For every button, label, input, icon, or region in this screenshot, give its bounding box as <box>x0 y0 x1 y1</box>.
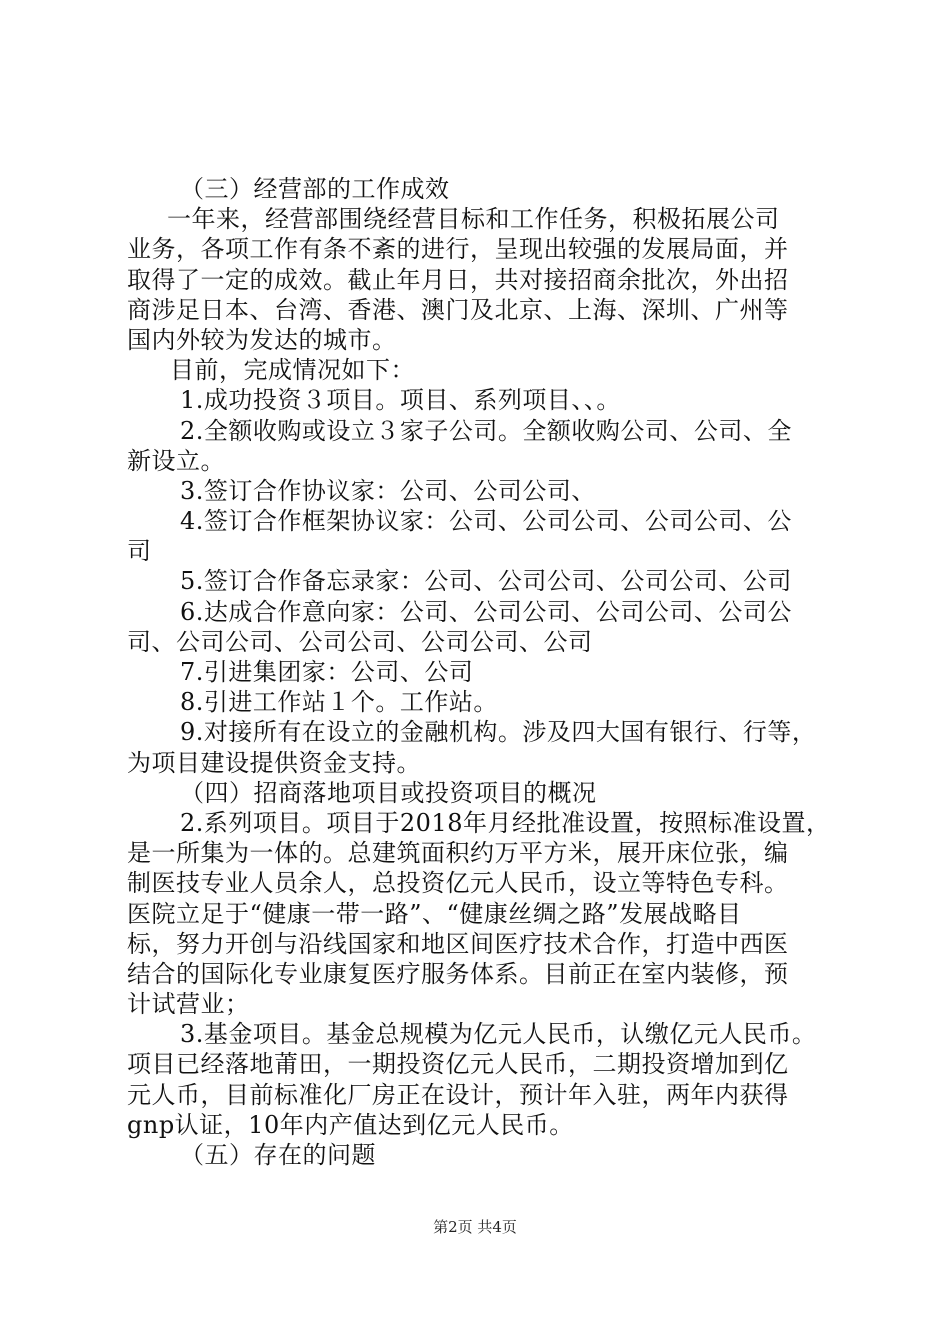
paragraph-line: 目前，完成情况如下： <box>170 356 415 385</box>
paragraph-line: 取得了一定的成效。截止年月日，共对接招商余批次，外出招 <box>127 265 789 294</box>
list-item-continuation: 为项目建设提供资金支持。 <box>127 748 421 777</box>
list-item: 4.签订合作框架协议家：公司、公司公司、公司公司、公 <box>180 507 792 536</box>
list-item: 6.达成合作意向家：公司、公司公司、公司公司、公司公 <box>180 597 792 626</box>
list-item: 5.签订合作备忘录家：公司、公司公司、公司公司、公司 <box>180 567 792 596</box>
section-heading-5: （五）存在的问题 <box>180 1141 376 1169</box>
page-number-footer: 第2页 共4页 <box>433 1218 517 1236</box>
paragraph-line: 3.基金项目。基金总规模为亿元人民币，认缴亿元人民币。 <box>180 1020 817 1049</box>
paragraph-line: 是一所集为一体的。总建筑面积约万平方米，展开床位张，编 <box>127 839 789 868</box>
list-item: 7.引进集团家：公司、公司 <box>180 658 474 686</box>
list-item-continuation: 司 <box>127 537 152 566</box>
paragraph-line: gnp认证，10年内产值达到亿元人民币。 <box>127 1110 574 1139</box>
section-heading-3: （三）经营部的工作成效 <box>180 175 450 203</box>
list-item: 1.成功投资３项目。项目、系列项目、、。 <box>180 386 621 415</box>
paragraph-line: 商涉足日本、台湾、香港、澳门及北京、上海、深圳、广州等 <box>127 295 789 324</box>
paragraph-line: 一年来，经营部围绕经营目标和工作任务，积极拓展公司 <box>167 205 780 234</box>
paragraph-line: 结合的国际化专业康复医疗服务体系。目前正在室内装修，预 <box>127 959 789 988</box>
list-item: 9.对接所有在设立的金融机构。涉及四大国有银行、行等， <box>180 718 817 747</box>
paragraph-line: 元人币，目前标准化厂房正在设计，预计年入驻，两年内获得 <box>127 1080 789 1109</box>
paragraph-line: 计试营业； <box>127 990 250 1019</box>
paragraph-line: 2.系列项目。项目于2018年月经批准设置，按照标准设置， <box>180 808 831 837</box>
list-item: 8.引进工作站１个。工作站。 <box>180 688 498 717</box>
paragraph-line: 业务，各项工作有条不紊的进行，呈现出较强的发展局面，并 <box>127 235 789 264</box>
paragraph-line: 医院立足于“健康一带一路”、“健康丝绸之路”发展战略目 <box>127 899 742 928</box>
paragraph-line: 标，努力开创与沿线国家和地区间医疗技术合作，打造中西医 <box>127 929 789 958</box>
list-item: 3.签订合作协议家：公司、公司公司、 <box>180 476 596 505</box>
paragraph-line: 项目已经落地莆田，一期投资亿元人民币，二期投资增加到亿 <box>127 1050 789 1079</box>
paragraph-line: 国内外较为发达的城市。 <box>127 325 397 354</box>
list-item: 2.全额收购或设立３家子公司。全额收购公司、公司、全 <box>180 416 792 445</box>
document-body <box>127 174 832 1170</box>
section-heading-4: （四）招商落地项目或投资项目的概况 <box>180 778 597 807</box>
paragraph-line: 制医技专业人员余人，总投资亿元人民币，设立等特色专科。 <box>127 869 789 898</box>
list-item-continuation: 司、公司公司、公司公司、公司公司、公司 <box>127 627 593 656</box>
list-item-continuation: 新设立。 <box>127 446 225 475</box>
